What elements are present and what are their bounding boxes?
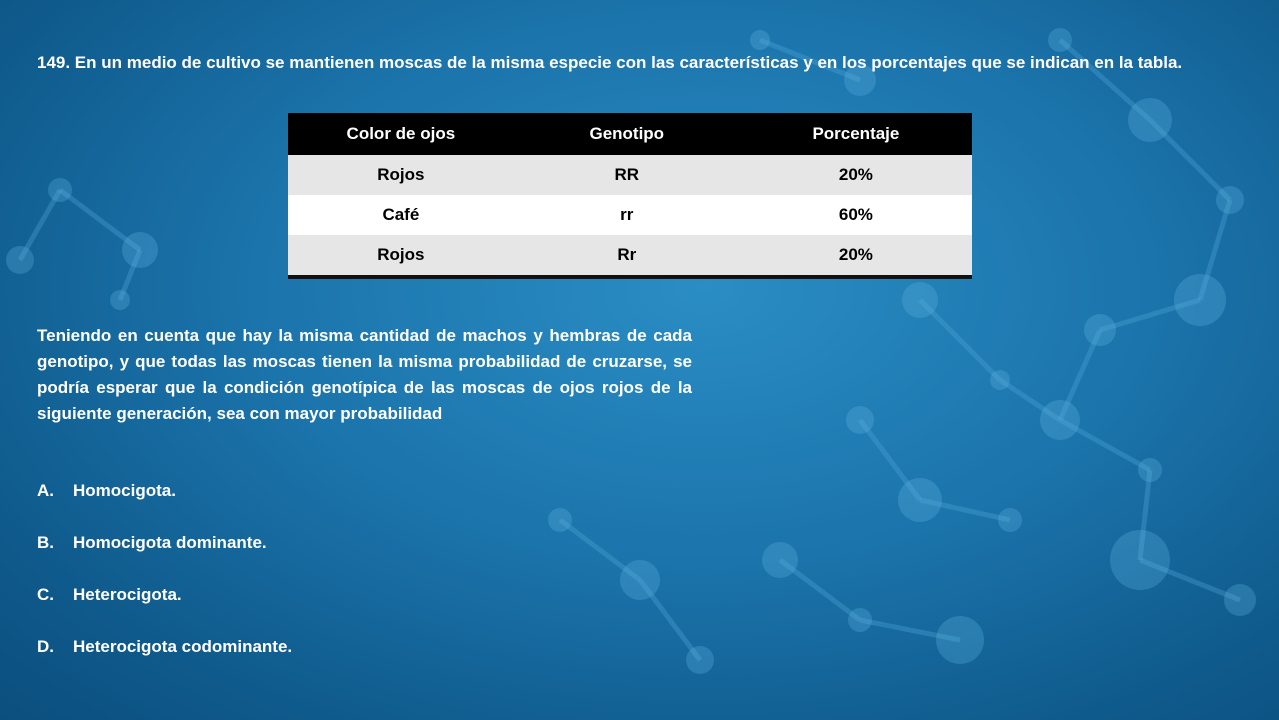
cell-genotype: Rr [514, 235, 740, 276]
cell-genotype: rr [514, 195, 740, 235]
cell-genotype: RR [514, 155, 740, 195]
cell-eye-color: Rojos [288, 155, 514, 195]
option-d[interactable] [37, 634, 292, 660]
option-text: Heterocigota. [73, 585, 182, 604]
cell-percentage: 20% [740, 155, 972, 195]
table-row [288, 195, 972, 235]
header-eye-color: Color de ojos [288, 113, 514, 155]
cell-percentage: 20% [740, 235, 972, 276]
question-text: 149. En un medio de cultivo se mantienen moscas de la misma especie con las características y en los porcentajes que se indican en la tabla. [37, 53, 1183, 72]
option-text: Heterocigota codominante. [73, 637, 293, 656]
cell-eye-color: Café [288, 195, 514, 235]
table-row [288, 155, 972, 195]
context-text: Teniendo en cuenta que hay la misma cantidad de machos y hembras de cada genotipo, y que todas las moscas tienen la misma probabilidad de cruzarse, se podría esperar que la condición genotípica de las moscas de ojos rojos de la siguiente generación, sea con mayor probabilidad [37, 326, 692, 423]
option-letter: A. [37, 481, 54, 500]
option-text: Homocigota. [73, 481, 176, 500]
option-a[interactable] [37, 478, 292, 504]
option-letter: D. [37, 637, 54, 656]
header-percentage: Porcentaje [740, 113, 972, 155]
cell-percentage: 60% [740, 195, 972, 235]
genotype-table [288, 113, 972, 277]
option-text: Homocigota dominante. [73, 533, 267, 552]
cell-eye-color: Rojos [288, 235, 514, 276]
table-row [288, 235, 972, 276]
option-letter: B. [37, 533, 54, 552]
option-b[interactable] [37, 530, 292, 556]
option-c[interactable] [37, 582, 292, 608]
header-genotype: Genotipo [514, 113, 740, 155]
answer-options [37, 478, 292, 686]
option-letter: C. [37, 585, 54, 604]
table-header-row [288, 113, 972, 155]
